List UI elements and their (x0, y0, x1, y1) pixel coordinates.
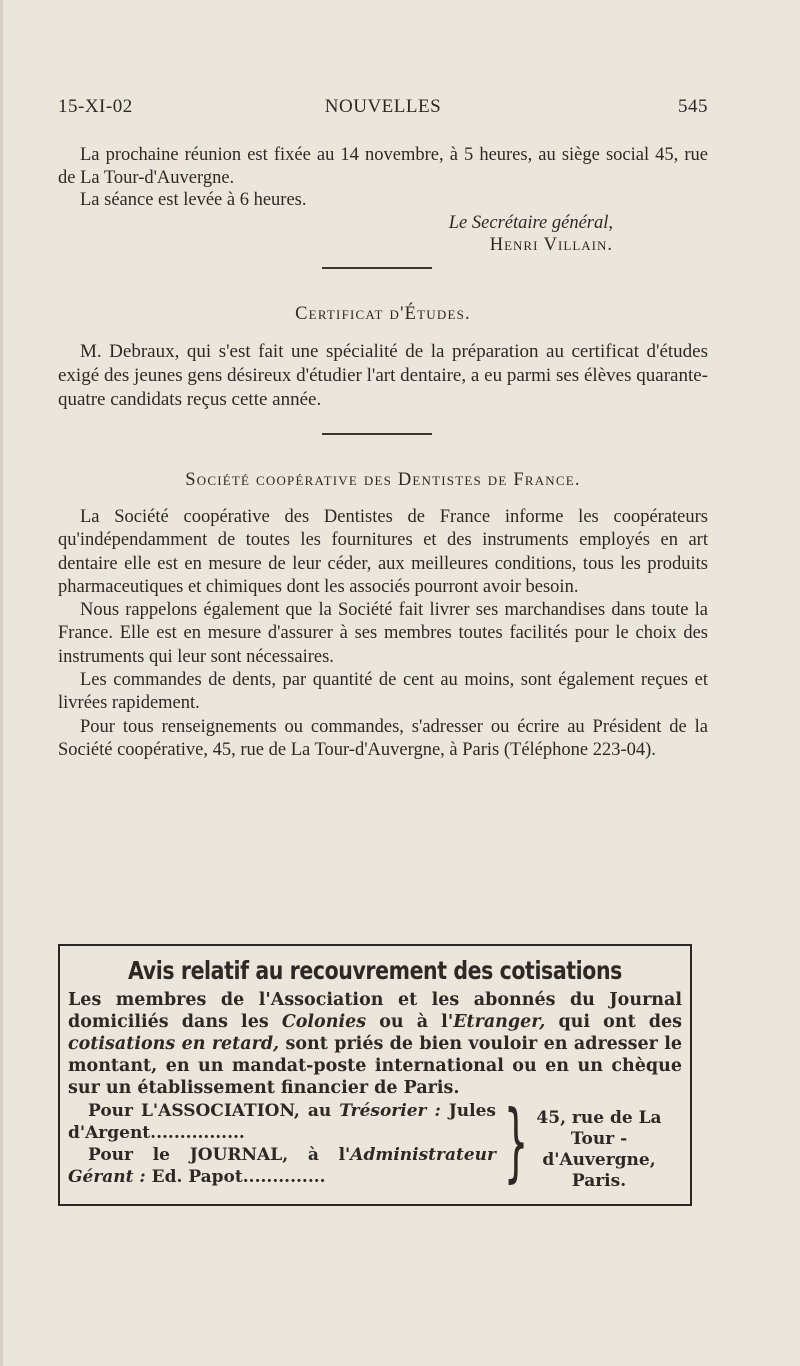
cert-heading: Certificat d'Études. (295, 304, 471, 324)
payment-address: 45, rue de La Tour - d'Auvergne, Paris. (536, 1108, 662, 1191)
payment-contacts (68, 1092, 682, 1192)
coop-paragraph: La Société coopérative des Dentistes de France informe les coopérateurs qu'indépendamment de toutes les fournitures et des instruments employés en art dentaire elle est en mesure de leur céder, aux meilleures conditions, tous les produits pharmaceutiques et chimiques dont les associés pourront avoir besoin. (58, 507, 708, 597)
cert-paragraph: M. Debraux, qui s'est fait une spécialité de la préparation au certificat d'études exigé des jeunes gens désireux d'étudier l'art dentaire, a eu parmi ses élèves quarante-quatre candidats reçus cette année. (58, 341, 708, 410)
journal-line: Pour le JOURNAL, à l'Administrateur Gérant : Ed. Papot.............. (68, 1145, 496, 1187)
coop-section (58, 506, 708, 762)
meeting-notice (58, 144, 708, 257)
signature (58, 212, 708, 257)
signature-name: Henri Villain. (489, 235, 613, 255)
notice-title: Avis relatif au recouvrement des cotisations (128, 956, 622, 985)
header-section: NOUVELLES (324, 96, 442, 117)
notice-text-colonies: Colonies (281, 1012, 367, 1032)
section-rule (322, 267, 432, 269)
cert-section (58, 340, 708, 412)
signature-title: Le Secrétaire général, (448, 212, 613, 233)
notice-body (60, 985, 690, 1192)
meeting-paragraph: La prochaine réunion est fixée au 14 novembre, à 5 heures, au siège social 45, rue de La Tour-d'Auvergne. (58, 145, 708, 188)
notice-text-retard: cotisations en retard, (68, 1034, 280, 1054)
brace-glyph: } (503, 1092, 529, 1192)
header-date: 15-XI-02 (58, 96, 133, 117)
coop-paragraph: Pour tous renseignements ou commandes, s'adresser ou écrire au Président de la Société coopérative, 45, rue de La Tour-d'Auvergne, à Paris (Téléphone 223-04). (58, 716, 708, 760)
notice-text: sont priés de bien vouloir en adresser le montant, en un mandat-poste international ou en un chèque sur un établissement financier de Paris. (68, 1034, 682, 1098)
section-rule (322, 433, 432, 435)
page-edge (0, 0, 3, 1366)
closing-paragraph: La séance est levée à 6 heures. (80, 190, 307, 210)
coop-paragraph: Les commandes de dents, par quantité de cent au moins, sont également reçues et livrées rapidement. (58, 670, 708, 714)
page-number: 545 (678, 96, 708, 117)
running-header (58, 96, 708, 126)
notice-text-etranger: Etranger, (453, 1012, 546, 1032)
notice-text: Les membres de l'Association et les abonnés du Journal domiciliés dans les (68, 990, 682, 1032)
dues-notice-box (58, 944, 692, 1206)
payment-recipients (68, 1100, 496, 1192)
notice-text: ou à l' (366, 1012, 454, 1032)
coop-heading: Société coopérative des Dentistes de France. (185, 470, 581, 490)
notice-text: qui ont des (545, 1012, 682, 1032)
coop-paragraph: Nous rappelons également que la Société fait livrer ses marchandises dans toute la France. Elle est en mesure d'assurer à ses membres toutes facilités pour le choix des instruments qui leur sont nécessaires. (58, 600, 708, 667)
association-line: Pour L'ASSOCIATION, au Trésorier : Jules d'Argent................ (68, 1101, 497, 1143)
